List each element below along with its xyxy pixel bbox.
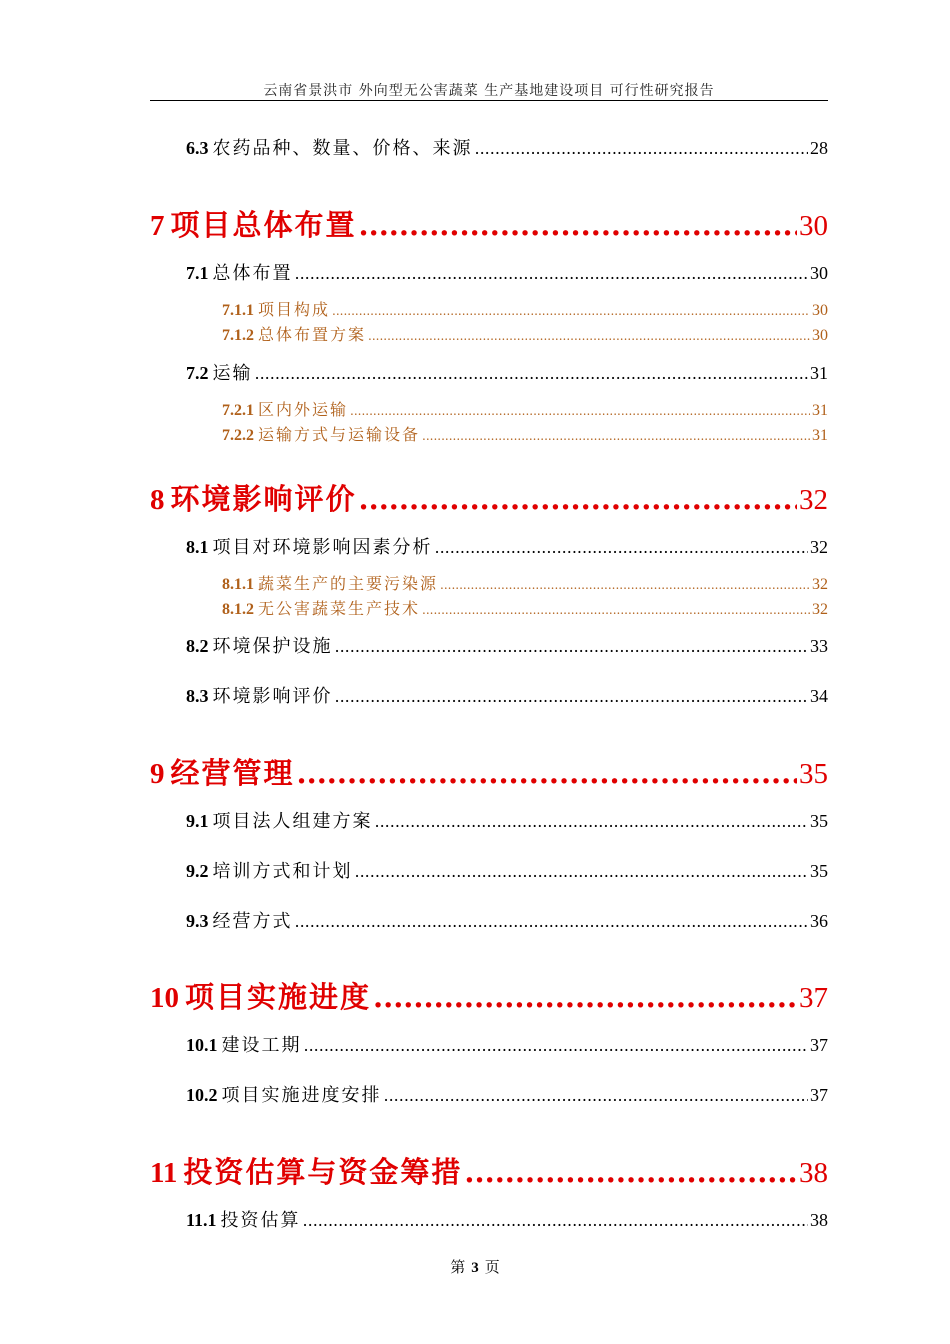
toc-entry-page: 35 [799, 758, 828, 790]
toc-entry-8-3[interactable] [186, 682, 828, 706]
toc-entry-number: 11.1 [186, 1210, 217, 1230]
toc-entry-9[interactable] [150, 751, 828, 790]
toc-leader [355, 862, 809, 881]
toc-entry-10-1[interactable] [186, 1031, 828, 1055]
toc-entry-page: 35 [810, 811, 828, 831]
toc-leader [359, 482, 797, 516]
toc-entry-title: 项目实施进度安排 [221, 1085, 382, 1106]
toc-entry-page: 32 [812, 576, 828, 593]
toc-entry-number: 10 [150, 982, 179, 1014]
toc-entry-page: 28 [810, 138, 828, 158]
toc-leader [384, 1086, 809, 1105]
toc-leader [297, 756, 797, 790]
toc-entry-page: 38 [799, 1157, 828, 1189]
toc-leader [304, 1036, 809, 1055]
toc-entry-page: 30 [812, 327, 828, 344]
toc-entry-7-2-2[interactable] [222, 422, 828, 442]
footer-page-number: 3 [471, 1260, 479, 1276]
toc-leader [373, 980, 797, 1014]
toc-entry-title: 环境保护设施 [212, 636, 333, 657]
toc-entry-number: 7.2.2 [222, 427, 254, 444]
toc-entry-7-1-2[interactable] [222, 322, 828, 342]
toc-entry-title: 总体布置方案 [258, 325, 367, 344]
toc-leader [332, 304, 810, 318]
toc-entry-number: 7.1.1 [222, 302, 254, 319]
toc-entry-page: 37 [799, 982, 828, 1014]
toc-entry-7[interactable] [150, 203, 828, 242]
toc-leader [375, 812, 809, 831]
toc-entry-10[interactable] [150, 975, 828, 1014]
toc-entry-page: 37 [810, 1085, 828, 1105]
toc-entry-number: 9.1 [186, 811, 209, 831]
toc-entry-page: 30 [810, 263, 828, 283]
toc-leader [295, 264, 809, 283]
toc-leader [359, 208, 797, 242]
toc-entry-number: 8.3 [186, 686, 209, 706]
toc-entry-9-1[interactable] [186, 807, 828, 831]
toc-entry-number: 7.1 [186, 263, 209, 283]
toc-entry-title: 项目总体布置 [170, 208, 357, 242]
toc-entry-title: 培训方式和计划 [212, 861, 353, 882]
toc-leader [435, 538, 809, 557]
toc-entry-number: 8.2 [186, 636, 209, 656]
toc-entry-number: 9 [150, 758, 165, 790]
toc-leader [464, 1155, 797, 1189]
footer-prefix: 第 [450, 1258, 466, 1276]
toc-entry-7-2[interactable] [186, 359, 828, 383]
toc-entry-title: 农药品种、数量、价格、来源 [212, 138, 473, 159]
toc-leader [440, 578, 810, 592]
toc-entry-page: 32 [812, 601, 828, 618]
toc-entry-title: 投资估算 [220, 1210, 301, 1231]
toc-leader [255, 364, 809, 383]
toc-entry-title: 项目构成 [258, 300, 331, 319]
toc-entry-number: 6.3 [186, 138, 209, 158]
toc-entry-title: 总体布置 [212, 263, 293, 284]
toc-leader [303, 1211, 808, 1230]
toc-entry-page: 35 [810, 861, 828, 881]
toc-entry-page: 32 [810, 537, 828, 557]
toc-entry-number: 8.1.1 [222, 576, 254, 593]
toc-entry-title: 建设工期 [221, 1035, 302, 1056]
toc-entry-9-3[interactable] [186, 907, 828, 931]
toc-entry-7-1[interactable] [186, 259, 828, 283]
toc-entry-title: 区内外运输 [258, 400, 349, 419]
toc-leader [335, 637, 809, 656]
toc-leader [475, 139, 809, 158]
toc-entry-8-1-2[interactable] [222, 596, 828, 616]
toc-entry-page: 38 [810, 1210, 828, 1230]
toc-entry-title: 投资估算与资金筹措 [183, 1155, 463, 1189]
toc-entry-number: 10.2 [186, 1085, 218, 1105]
toc-entry-number: 11 [150, 1157, 178, 1189]
toc-entry-title: 经营管理 [170, 756, 295, 790]
toc-entry-title: 蔬菜生产的主要污染源 [258, 574, 439, 593]
toc-entry-page: 36 [810, 911, 828, 931]
toc-entry-page: 31 [812, 427, 828, 444]
toc-entry-number: 7.2 [186, 363, 209, 383]
page-footer [0, 1256, 950, 1277]
footer-suffix: 页 [484, 1258, 500, 1276]
toc-entry-page: 31 [812, 402, 828, 419]
toc-entry-title: 运输方式与运输设备 [258, 425, 421, 444]
toc-entry-7-1-1[interactable] [222, 297, 828, 317]
toc-entry-title: 项目对环境影响因素分析 [212, 537, 433, 558]
toc-entry-page: 33 [810, 636, 828, 656]
toc-entry-6-3[interactable] [186, 134, 828, 158]
toc-entry-page: 34 [810, 686, 828, 706]
toc-entry-title: 项目法人组建方案 [212, 811, 373, 832]
toc-leader [295, 912, 809, 931]
toc-entry-page: 37 [810, 1035, 828, 1055]
toc-entry-page: 30 [799, 210, 828, 242]
toc-entry-number: 7.2.1 [222, 402, 254, 419]
toc-entry-number: 8.1.2 [222, 601, 254, 618]
toc-entry-number: 9.3 [186, 911, 209, 931]
toc-entry-page: 30 [812, 302, 828, 319]
toc-entry-7-2-1[interactable] [222, 397, 828, 417]
toc-leader [368, 329, 810, 343]
toc-entry-title: 运输 [212, 363, 253, 384]
toc-entry-title: 项目实施进度 [185, 980, 372, 1014]
toc-entry-title: 无公害蔬菜生产技术 [258, 599, 421, 618]
running-header: 云南省景洪市 外向型无公害蔬菜 生产基地建设项目 可行性研究报告 [263, 83, 715, 99]
toc-entry-number: 10.1 [186, 1035, 218, 1055]
toc-entry-title: 经营方式 [212, 911, 293, 932]
toc-entry-8-1-1[interactable] [222, 571, 828, 591]
toc-entry-title: 环境影响评价 [212, 686, 333, 707]
toc-leader [350, 404, 810, 418]
toc-entry-8[interactable] [150, 477, 828, 516]
toc-entry-number: 8.1 [186, 537, 209, 557]
toc-entry-11-1[interactable] [186, 1206, 828, 1230]
toc-entry-number: 7.1.2 [222, 327, 254, 344]
toc-entry-page: 31 [810, 363, 828, 383]
toc-entry-number: 9.2 [186, 861, 209, 881]
toc-leader [335, 687, 809, 706]
toc-leader [422, 429, 810, 443]
toc-entry-page: 32 [799, 484, 828, 516]
toc-entry-9-2[interactable] [186, 857, 828, 881]
toc-entry-8-1[interactable] [186, 533, 828, 557]
toc-entry-11[interactable] [150, 1150, 828, 1189]
toc-entry-8-2[interactable] [186, 632, 828, 656]
toc-entry-10-2[interactable] [186, 1081, 828, 1105]
toc-entry-number: 7 [150, 210, 165, 242]
toc-leader [422, 603, 810, 617]
toc-entry-number: 8 [150, 484, 165, 516]
toc-entry-title: 环境影响评价 [170, 482, 357, 516]
